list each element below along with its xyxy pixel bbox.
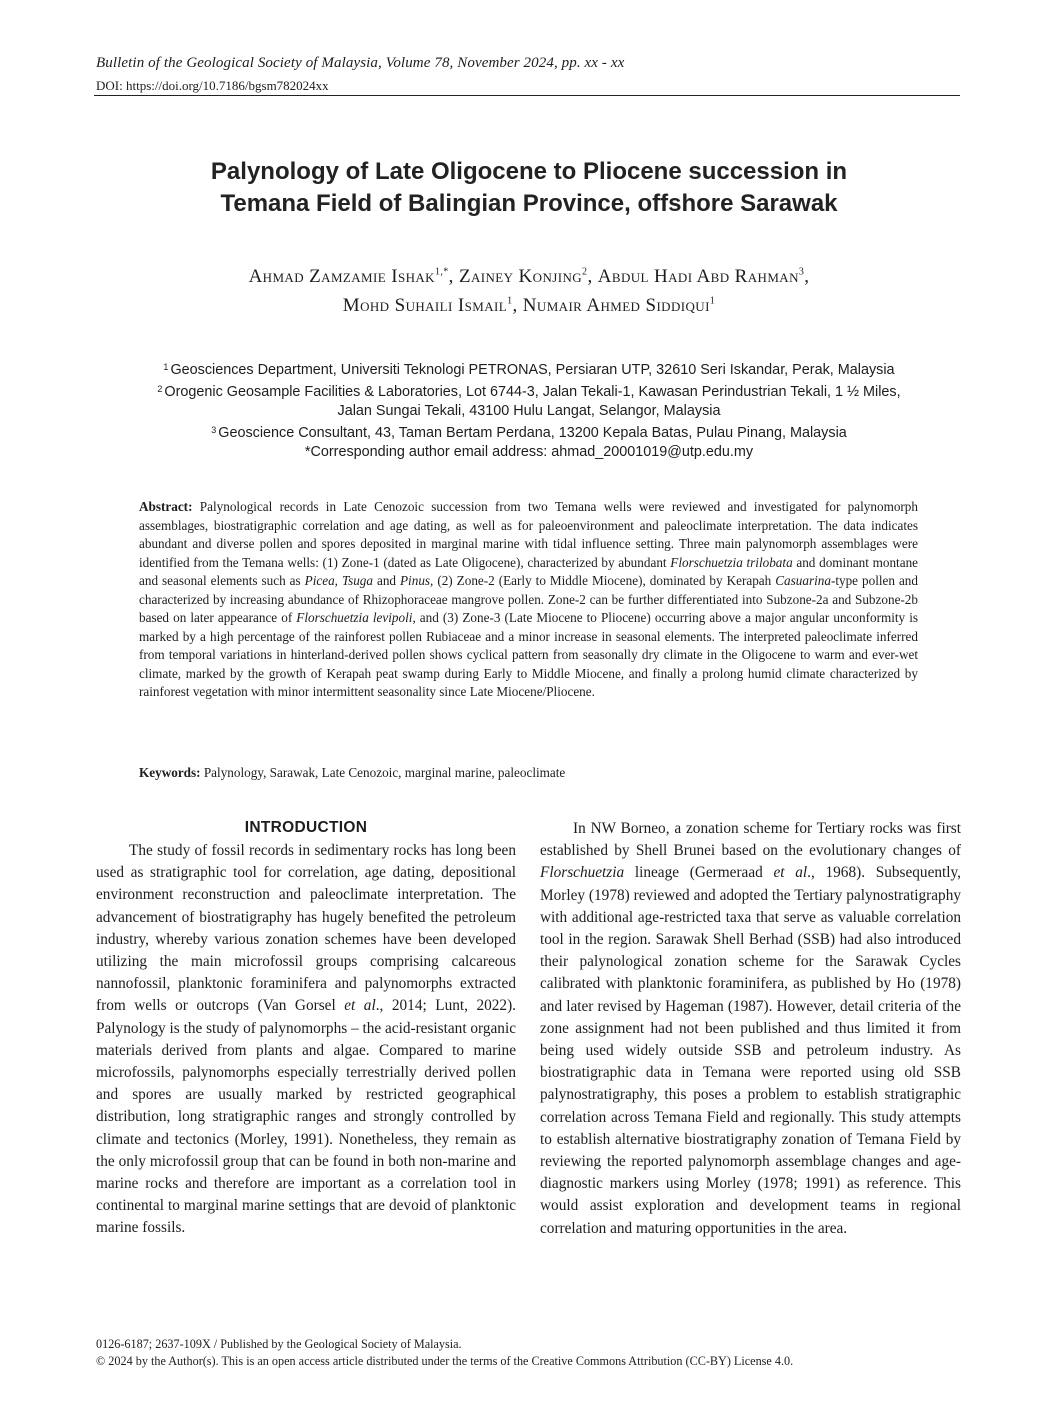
abstract-label: Abstract: — [139, 499, 193, 514]
author-name: Ahmad Zamzamie Ishak — [248, 266, 435, 287]
author-list — [96, 262, 962, 320]
affiliation-2-cont: Jalan Sungai Tekali, 43100 Hulu Langat, Selangor, Malaysia — [337, 403, 721, 419]
author-affil-mark: 1 — [709, 295, 716, 307]
corresponding-author: *Corresponding author email address: ahmad_20001019@utp.edu.my — [304, 444, 754, 460]
author-name: Abdul Hadi Abd Rahman — [597, 266, 799, 287]
author-affil-mark: 2 — [582, 266, 588, 278]
affiliation-2: $^2$ Orogenic Geosample Facilities & Laboratories, Lot 6744-3, Jalan Tekali-1, Kawasan Perindustrian Tekali, 1 ½ Miles, — [157, 384, 901, 400]
keywords-label: Keywords: — [139, 765, 201, 780]
author-affil-mark: 1,* — [434, 266, 449, 278]
affiliations — [96, 358, 962, 462]
title-line-1: Palynology of Late Oligocene to Pliocene succession in — [210, 158, 848, 185]
title-line-2: Temana Field of Balingian Province, offshore Sarawak — [220, 190, 838, 217]
author-name: Zainey Konjing — [458, 266, 583, 287]
footer-license: © 2024 by the Author(s). This is an open access article distributed under the terms of the Creative Commons Attribution (CC-BY) License 4.0. — [96, 1354, 794, 1368]
author-name: Mohd Suhaili Ismail — [342, 295, 508, 316]
author-name: Numair Ahmed Siddiqui — [522, 295, 710, 316]
affiliation-3: $^3$ Geoscience Consultant, 43, Taman Bertam Perdana, 13200 Kepala Batas, Pulau Pinang, Malaysia — [211, 425, 847, 441]
section-heading-introduction: INTRODUCTION — [244, 819, 368, 836]
abstract: Abstract: Palynological records in Late Cenozoic succession from two Temana wells were reviewed and investigated for palynomorph assemblages, biostratigraphic correlation and age dating, as well as for paleoenvironment and paleoclimate interpretation. The data indicates abundant and diverse pollen and spores deposited in marginal marine with tidal influence setting. Three main palynomorph assemblages were identified from the Temana wells: (1) Zone-1 (dated as Late Oligocene), characterized by abundant Florschuetzia trilobata and dominant montane and seasonal elements such as Picea, Tsuga and Pinus, (2) Zone-2 (Early to Middle Miocene), dominated by Kerapah Casuarina-type pollen and characterized by increasing abundance of Rhizophoraceae mangrove pollen. Zone-2 can be further differentiated into Subzone-2a and Subzone-2b based on later appearance of Florschuetzia levipoli, and (3) Zone-3 (Late Miocene to Pliocene) occurring above a major angular unconformity is marked by a high percentage of the rainforest pollen Rubiaceae and a minor increase in seasonal elements. The interpreted paleoclimate inferred from temporal variations in hinterland-derived pollen shows cyclical pattern from seasonally dry climate in the Oligocene to warm and ever-wet climate, marked by the growth of Kerapah peat swamp during Early to Middle Miocene, and finally a prolong humid climate characterized by rainforest vegetation with minor intermittent seasonality since Late Miocene/Pliocene. — [139, 499, 919, 699]
author-affil-mark: 3 — [798, 266, 805, 278]
header-divider — [94, 95, 960, 96]
author-line-2: Mohd Suhaili Ismail$^1$, Numair Ahmed Siddiqui$^1$ — [342, 295, 716, 316]
footer-issn: 0126-6187; 2637-109X / Published by the Geological Society of Malaysia. — [96, 1337, 462, 1351]
body-column-right — [540, 818, 961, 1240]
page-footer — [96, 1336, 962, 1370]
paper-title — [96, 156, 962, 220]
keywords: Keywords: Palynology, Sarawak, Late Cenozoic, marginal marine, paleoclimate — [139, 765, 566, 780]
intro-paragraph-1: The study of fossil records in sedimentary rocks has long been used as stratigraphic tool for correlation, age dating, depositional environment reconstruction and paleoclimate interpretation. The advancement of biostratigraphy has hugely benefited the petroleum industry, whereby various zonation schemes have been developed utilizing the main microfossil groups comprising calcareous nannofossil, planktonic foraminifera and palynomorphs extracted from wells or outcrops (Van Gorsel et al., 2014; Lunt, 2022). Palynology is the study of palynomorphs – the acid-resistant organic materials derived from plants and algae. Compared to marine microfossils, palynomorphs especially terrestrially derived pollen and spores are usually marked by restricted geographical distribution, long stratigraphic ranges and strongly controlled by climate and tectonics (Morley, 1991). Nonetheless, they remain as the only microfossil group that can be found in both non-marine and marine rocks and therefore are important as a correlation tool in continental to marginal marine settings that are devoid of planktonic marine fossils. — [96, 842, 517, 1237]
body-column-left — [96, 818, 516, 1240]
author-line-1: Ahmad Zamzamie Ishak$^{1,*}$, Zainey Konjing$^2$, Abdul Hadi Abd Rahman$^3$, — [248, 266, 810, 287]
affiliation-1: $^1$ Geosciences Department, Universiti Teknologi PETRONAS, Persiaran UTP, 32610 Seri Iskandar, Perak, Malaysia — [163, 362, 895, 378]
journal-citation: Bulletin of the Geological Society of Malaysia, Volume 78, November 2024, pp. xx - xx — [96, 55, 625, 71]
author-affil-mark: 1 — [507, 295, 513, 307]
doi-link[interactable]: DOI: https://doi.org/10.7186/bgsm782024xx — [96, 78, 329, 93]
intro-paragraph-2: In NW Borneo, a zonation scheme for Tertiary rocks was first established by Shell Brunei based on the evolutionary changes of Florschuetzia lineage (Germeraad et al., 1968). Subsequently, Morley (1978) reviewed and adopted the Tertiary palynostratigraphy with additional age-restricted taxa that serve as valuable correlation tool in the region. Sarawak Shell Berhad (SSB) had also introduced their palynological zonation scheme for the Sarawak Cycles calibrated with planktonic foraminifera, as published by Ho (1978) and later revised by Hageman (1987). However, detail criteria of the zone assignment had not been published and thus limited it from being used widely outside SSB and petroleum industry. As biostratigraphic data in Temana were reported using old SSB palynostratigraphy, this poses a problem to establish stratigraphic correlation across Temana Field and regionally. This study attempts to establish alternative biostratigraphy zonation of Temana Field by reviewing the reported palynomorph assemblage changes and age-diagnostic markers using Morley (1978; 1991) as reference. This would assist exploration and development teams in regional correlation and maturing opportunities in the area. — [540, 820, 961, 1237]
